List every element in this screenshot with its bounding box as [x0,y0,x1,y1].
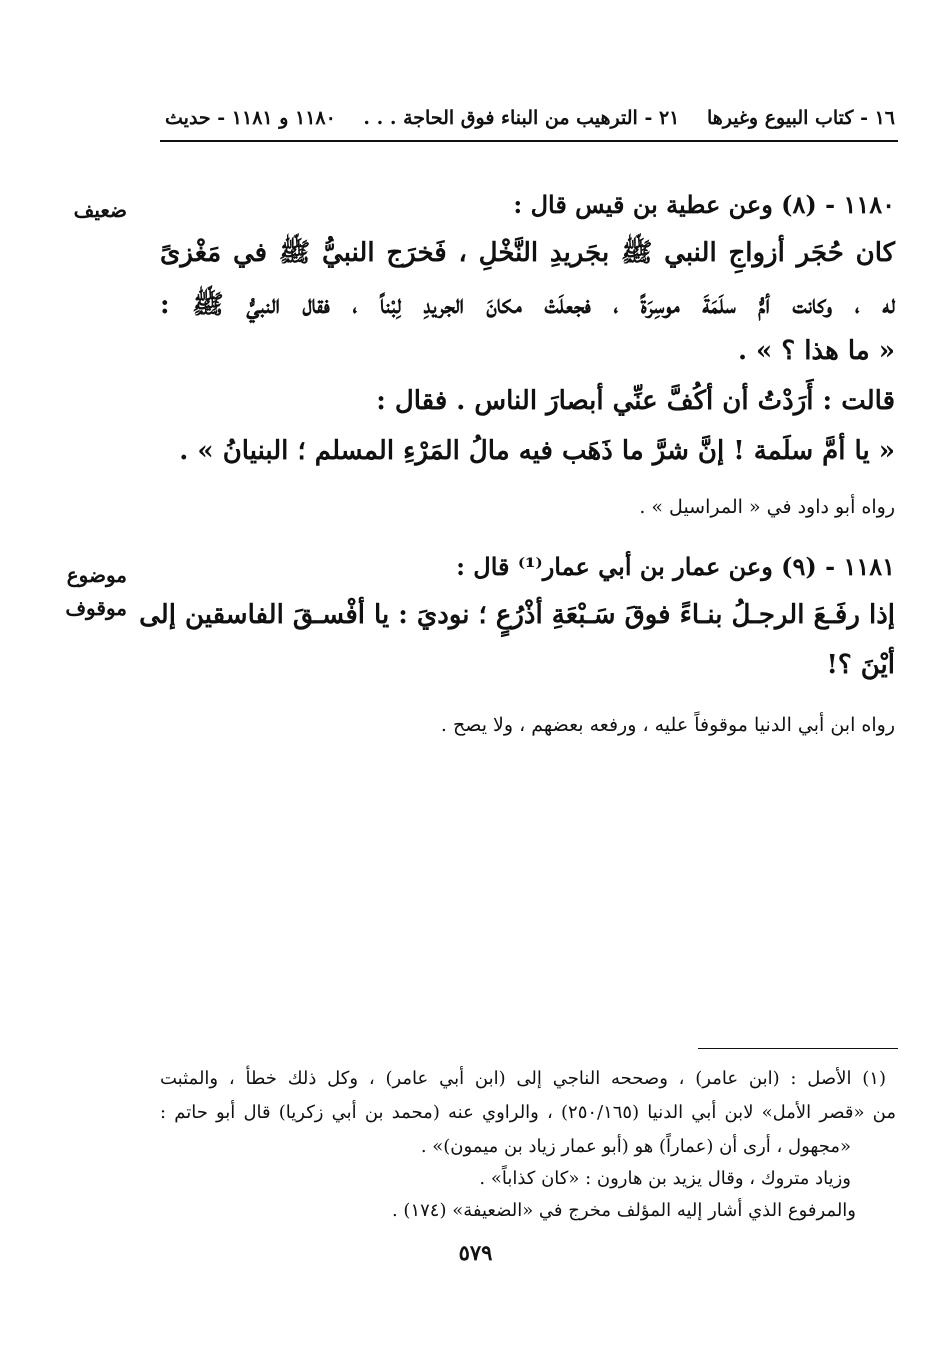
footnote-line: «مجهول ، أرى أن (عماراً) هو (أبو عمار زياد بن ميمون)» . [420,1136,851,1157]
hadith-1180-source: رواه أبو داود في « المراسيل » . [639,496,895,518]
header-chapter: ١٦ - كتاب البيوع وغيرها [706,107,895,129]
grade-label-1180: ضعيف [73,198,127,222]
hadith-1180-heading: ١١٨٠ - (٨) وعن عطية بن قيس قال : [513,190,895,219]
footnote-line: (١) الأصل : (ابن عامر) ، وصححه الناجي إلى (ابن أبي عامر) ، وكل ذلك خطأ ، والمثبت [160,1068,886,1089]
hadith-1181-text-line: أيْنَ ؟! [826,650,895,680]
hadith-1180-text-line: « ما هذا ؟ » . [737,336,895,366]
header-section: ٢١ - الترهيب من البناء فوق الحاجة . . . [363,107,680,129]
header-hadith-range: ١١٨٠ و ١١٨١ - حديث [165,107,336,129]
footnote-line: وزياد متروك ، وقال يزيد بن هارون : «كان كذاباً» . [479,1168,851,1189]
page-number: ٥٧٩ [458,1240,493,1265]
hadith-1180-text-line: قالت : أَرَدْتُ أن أكُفَّ عنِّي أبصارَ الناس . فقال : [376,386,895,416]
grade-label-1181-second: موقوف [65,596,127,620]
hadith-1181-source: رواه ابن أبي الدنيا موقوفاً عليه ، ورفعه بعضهم ، ولا يصح . [440,714,895,736]
hadith-1180-text-line: « يا أمَّ سلَمة ! إنَّ شرَّ ما ذَهَب فيه مالُ المَرْءِ المسلم ؛ البنيانُ » . [179,436,895,466]
hadith-1180-text-line: كان حُجَر أزواجِ النبي ﷺ بجَريدِ النَّخْلِ ، فَخرَج النبيُّ ﷺ في مَغْزىً [160,238,895,268]
footnote-line: من «قصر الأمل» لابن أبي الدنيا (٢٥٠/١٦٥) ، والراوي عنه (محمد بن أبي زكريا) قال أبو حاتم : [160,1102,896,1123]
footnote-line: والمرفوع الذي أشار إليه المؤلف مخرج في «الضعيفة» (١٧٤) . [391,1200,856,1221]
hadith-1180-text-line: له ، وكانت أمُّ سلَمَةَ موسِرَةً ، فجعلَتْ مكانَ الجريدِ لِبْناً ، فقال النبيُّ ﷺ : [160,290,895,320]
hadith-1181-text-line: إذا رفَـعَ الرجـلُ بنـاءً فوقَ سَـبْعَةِ أذْرُعٍ ؛ نوديَ : يا أفْسـقَ الفاسقين إلى [139,600,895,630]
grade-label-1181: موضوع [66,563,127,587]
footnote-rule [698,1048,898,1049]
hadith-1181-heading: ١١٨١ - (٩) وعن عمار بن أبي عمار⁽¹⁾ قال : [456,552,895,581]
header-rule [160,140,898,142]
running-header [165,102,895,134]
